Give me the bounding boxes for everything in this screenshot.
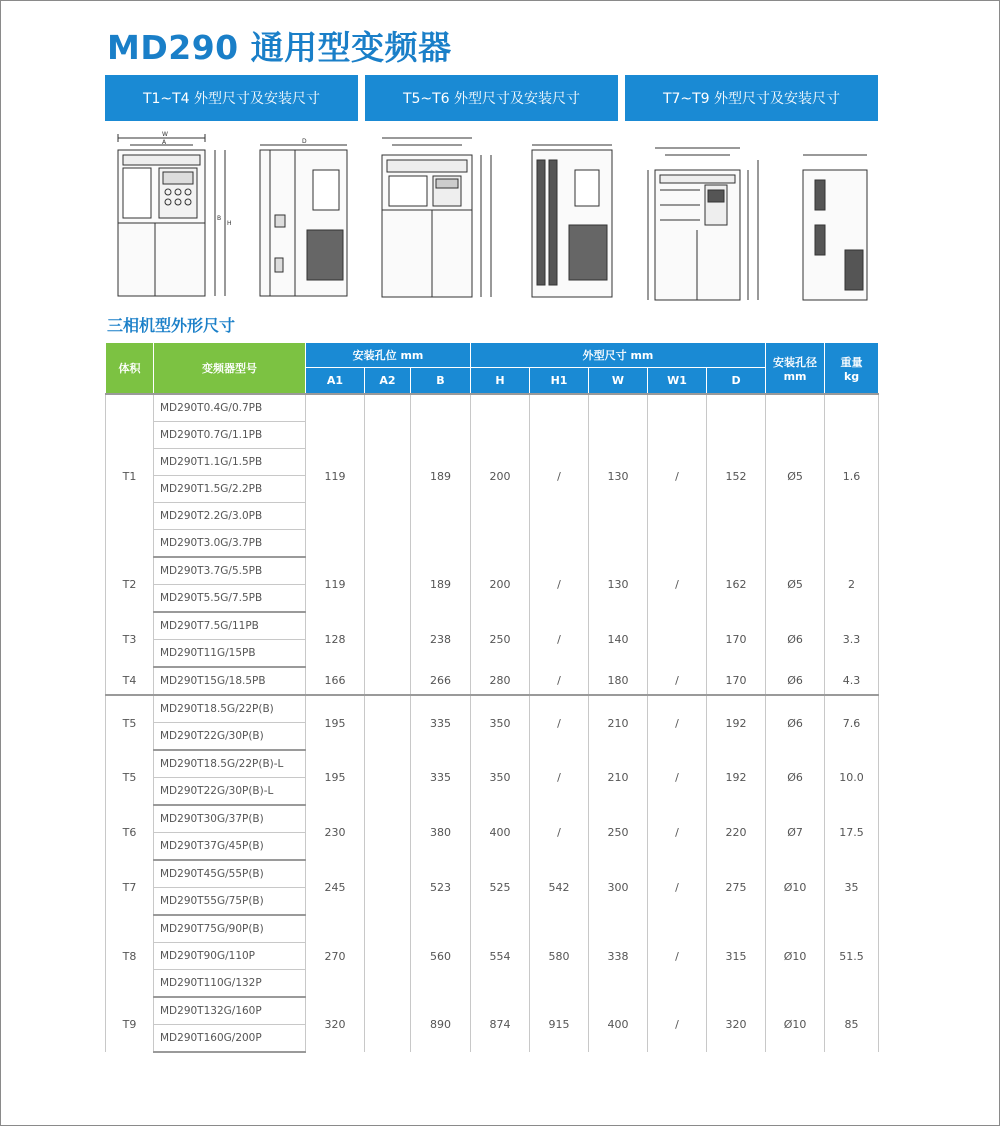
header-mount-group: 安装孔位 mm: [306, 343, 471, 368]
size-cell: T2: [106, 557, 154, 612]
header-h: H: [471, 368, 530, 394]
d-cell: 152: [707, 394, 766, 557]
header-w1: W1: [648, 368, 707, 394]
h1-cell: /: [530, 612, 589, 667]
dimension-table: [105, 342, 879, 1053]
label-a: A: [162, 139, 167, 146]
table-row: [106, 612, 879, 640]
page-title: MD290 通用型变频器: [107, 28, 452, 67]
model-cell: MD290T110G/132P: [154, 970, 306, 998]
h1-cell: 915: [530, 997, 589, 1052]
model-cell: MD290T22G/30P(B): [154, 723, 306, 751]
table-row: [106, 695, 879, 723]
w1-cell: /: [648, 915, 707, 997]
model-cell: MD290T45G/55P(B): [154, 860, 306, 888]
h1-cell: 580: [530, 915, 589, 997]
kg-cell: 7.6: [825, 695, 879, 750]
model-cell: MD290T90G/110P: [154, 943, 306, 970]
kg-cell: 10.0: [825, 750, 879, 805]
section-title: 三相机型外形尺寸: [107, 316, 236, 335]
w1-cell: /: [648, 750, 707, 805]
w1-cell: /: [648, 805, 707, 860]
h-cell: 554: [471, 915, 530, 997]
drawing-t1-front: [115, 130, 235, 305]
b-cell: 238: [411, 612, 471, 667]
w1-cell: /: [648, 394, 707, 557]
kg-cell: 4.3: [825, 667, 879, 695]
w-cell: 140: [589, 612, 648, 667]
w1-cell: /: [648, 997, 707, 1052]
a1-cell: 119: [306, 394, 365, 557]
size-cell: T6: [106, 805, 154, 860]
model-cell: MD290T30G/37P(B): [154, 805, 306, 833]
hole-cell: Ø6: [766, 612, 825, 667]
table-body: [106, 394, 879, 1052]
a1-cell: 119: [306, 557, 365, 612]
w-cell: 130: [589, 557, 648, 612]
kg-cell: 3.3: [825, 612, 879, 667]
model-cell: MD290T22G/30P(B)-L: [154, 778, 306, 806]
d-cell: 220: [707, 805, 766, 860]
b-cell: 335: [411, 750, 471, 805]
drawing-t7-side: [795, 130, 875, 305]
kg-cell: 51.5: [825, 915, 879, 997]
model-cell: MD290T7.5G/11PB: [154, 612, 306, 640]
a2-cell: [365, 805, 411, 860]
header-volume: 体积: [106, 343, 154, 395]
b-cell: 189: [411, 557, 471, 612]
b-cell: 266: [411, 667, 471, 695]
model-cell: MD290T0.4G/0.7PB: [154, 394, 306, 422]
model-cell: MD290T15G/18.5PB: [154, 667, 306, 695]
b-cell: 890: [411, 997, 471, 1052]
a2-cell: [365, 997, 411, 1052]
a2-cell: [365, 750, 411, 805]
label-d: D: [302, 138, 307, 145]
size-cell: T9: [106, 997, 154, 1052]
b-cell: 523: [411, 860, 471, 915]
w1-cell: /: [648, 860, 707, 915]
d-cell: 315: [707, 915, 766, 997]
d-cell: 192: [707, 750, 766, 805]
hole-cell: Ø10: [766, 915, 825, 997]
kg-cell: 1.6: [825, 394, 879, 557]
b-cell: 189: [411, 394, 471, 557]
b-cell: 560: [411, 915, 471, 997]
drawing-t5-front: [377, 130, 497, 305]
a1-cell: 195: [306, 750, 365, 805]
w-cell: 400: [589, 997, 648, 1052]
a1-cell: 270: [306, 915, 365, 997]
a1-cell: 320: [306, 997, 365, 1052]
model-cell: MD290T18.5G/22P(B): [154, 695, 306, 723]
h1-cell: /: [530, 750, 589, 805]
hole-cell: Ø6: [766, 667, 825, 695]
table-row: [106, 394, 879, 422]
a1-cell: 166: [306, 667, 365, 695]
model-cell: MD290T3.7G/5.5PB: [154, 557, 306, 585]
w1-cell: [648, 612, 707, 667]
w-cell: 130: [589, 394, 648, 557]
w-cell: 338: [589, 915, 648, 997]
a2-cell: [365, 667, 411, 695]
h1-cell: 542: [530, 860, 589, 915]
table-row: [106, 997, 879, 1025]
a1-cell: 230: [306, 805, 365, 860]
dimension-tabs: [105, 75, 878, 121]
hole-cell: Ø7: [766, 805, 825, 860]
h-cell: 250: [471, 612, 530, 667]
a2-cell: [365, 860, 411, 915]
w-cell: 300: [589, 860, 648, 915]
size-cell: T5: [106, 750, 154, 805]
table-row: [106, 915, 879, 943]
header-h1: H1: [530, 368, 589, 394]
header-hole-dia: 安装孔径 mm: [766, 343, 825, 395]
size-cell: T7: [106, 860, 154, 915]
b-cell: 335: [411, 695, 471, 750]
h-cell: 350: [471, 750, 530, 805]
a1-cell: 128: [306, 612, 365, 667]
label-h: H: [227, 220, 232, 227]
header-w: W: [589, 368, 648, 394]
header-weight: 重量 kg: [825, 343, 879, 395]
tab-t7-t9[interactable]: T7~T9 外型尺寸及安装尺寸: [625, 75, 878, 121]
kg-cell: 2: [825, 557, 879, 612]
a2-cell: [365, 695, 411, 750]
table-row: [106, 860, 879, 888]
size-cell: T8: [106, 915, 154, 997]
size-cell: T4: [106, 667, 154, 695]
hole-cell: Ø5: [766, 394, 825, 557]
a2-cell: [365, 915, 411, 997]
h1-cell: /: [530, 667, 589, 695]
hole-cell: Ø5: [766, 557, 825, 612]
b-cell: 380: [411, 805, 471, 860]
header-b: B: [411, 368, 471, 394]
model-cell: MD290T3.0G/3.7PB: [154, 530, 306, 558]
label-b: B: [217, 215, 222, 222]
table-row: [106, 667, 879, 695]
size-cell: T1: [106, 394, 154, 557]
model-cell: MD290T37G/45P(B): [154, 833, 306, 861]
model-cell: MD290T11G/15PB: [154, 640, 306, 668]
h1-cell: /: [530, 695, 589, 750]
w-cell: 210: [589, 695, 648, 750]
w1-cell: /: [648, 557, 707, 612]
model-cell: MD290T18.5G/22P(B)-L: [154, 750, 306, 778]
kg-cell: 17.5: [825, 805, 879, 860]
dimension-drawings: [105, 130, 878, 305]
kg-cell: 35: [825, 860, 879, 915]
h-cell: 200: [471, 557, 530, 612]
h1-cell: /: [530, 805, 589, 860]
a1-cell: 195: [306, 695, 365, 750]
h-cell: 400: [471, 805, 530, 860]
tab-t5-t6[interactable]: T5~T6 外型尺寸及安装尺寸: [365, 75, 618, 121]
header-model: 变频器型号: [154, 343, 306, 395]
d-cell: 320: [707, 997, 766, 1052]
d-cell: 162: [707, 557, 766, 612]
w1-cell: /: [648, 695, 707, 750]
drawing-t5-side: [527, 130, 627, 305]
table-row: [106, 805, 879, 833]
h-cell: 874: [471, 997, 530, 1052]
size-cell: T5: [106, 695, 154, 750]
h-cell: 280: [471, 667, 530, 695]
model-cell: MD290T75G/90P(B): [154, 915, 306, 943]
model-cell: MD290T132G/160P: [154, 997, 306, 1025]
tab-t1-t4[interactable]: T1~T4 外型尺寸及安装尺寸: [105, 75, 358, 121]
table-row: [106, 750, 879, 778]
w-cell: 250: [589, 805, 648, 860]
header-a1: A1: [306, 368, 365, 394]
w-cell: 180: [589, 667, 648, 695]
drawing-t1-side: [255, 130, 355, 305]
d-cell: 192: [707, 695, 766, 750]
a2-cell: [365, 557, 411, 612]
w-cell: 210: [589, 750, 648, 805]
d-cell: 170: [707, 612, 766, 667]
hole-cell: Ø10: [766, 860, 825, 915]
kg-cell: 85: [825, 997, 879, 1052]
h1-cell: /: [530, 394, 589, 557]
model-cell: MD290T0.7G/1.1PB: [154, 422, 306, 449]
hole-cell: Ø6: [766, 695, 825, 750]
h1-cell: /: [530, 557, 589, 612]
model-cell: MD290T55G/75P(B): [154, 888, 306, 916]
header-a2: A2: [365, 368, 411, 394]
a2-cell: [365, 394, 411, 557]
h-cell: 200: [471, 394, 530, 557]
a2-cell: [365, 612, 411, 667]
model-cell: MD290T5.5G/7.5PB: [154, 585, 306, 613]
table-row: [106, 557, 879, 585]
model-cell: MD290T1.5G/2.2PB: [154, 476, 306, 503]
h-cell: 525: [471, 860, 530, 915]
hole-cell: Ø6: [766, 750, 825, 805]
d-cell: 170: [707, 667, 766, 695]
hole-cell: Ø10: [766, 997, 825, 1052]
w1-cell: /: [648, 667, 707, 695]
model-cell: MD290T160G/200P: [154, 1025, 306, 1053]
model-cell: MD290T2.2G/3.0PB: [154, 503, 306, 530]
header-outer-group: 外型尺寸 mm: [471, 343, 766, 368]
label-w: W: [162, 131, 168, 138]
size-cell: T3: [106, 612, 154, 667]
a1-cell: 245: [306, 860, 365, 915]
model-cell: MD290T1.1G/1.5PB: [154, 449, 306, 476]
d-cell: 275: [707, 860, 766, 915]
header-d: D: [707, 368, 766, 394]
drawing-t7-front: [640, 130, 770, 305]
h-cell: 350: [471, 695, 530, 750]
